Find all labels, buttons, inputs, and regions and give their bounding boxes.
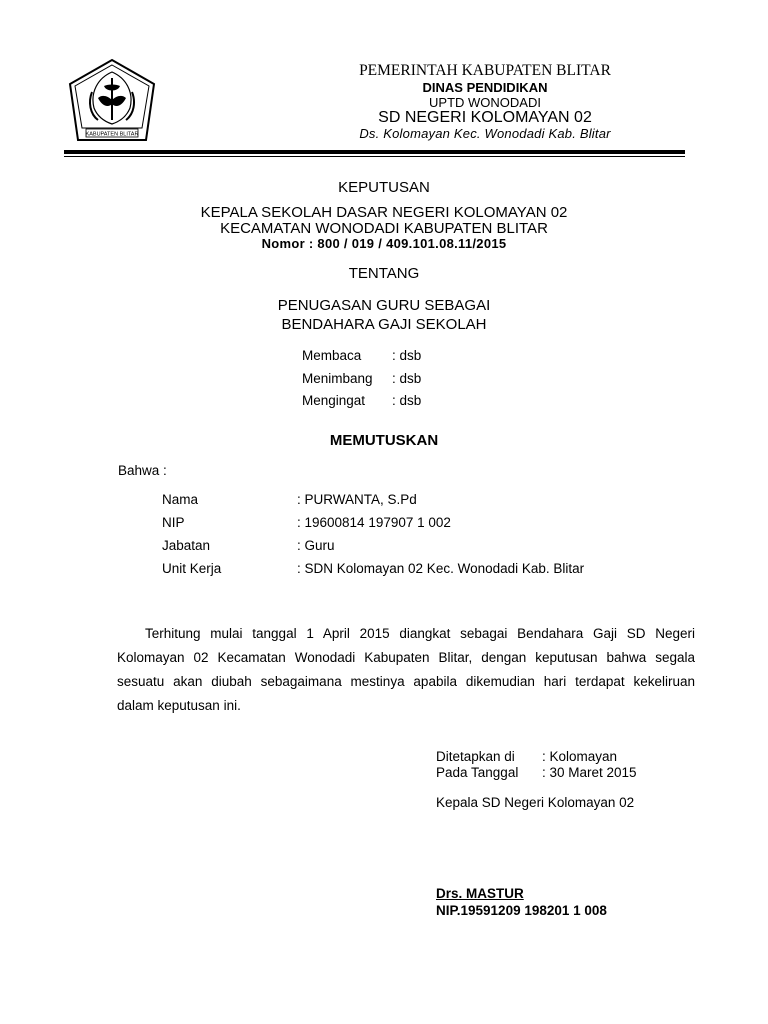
paragraph-line: sesuatu akan diubah sebagaimana mestinya apabila dikemudian hari terdapat kekeliruan: [117, 674, 695, 689]
consideration-value: : dsb: [392, 393, 422, 408]
identity-value: : Guru: [297, 538, 335, 553]
signature-place-value: : Kolomayan: [542, 749, 618, 764]
letterhead-unit: UPTD WONODADI: [429, 95, 541, 110]
consideration-label: Menimbang: [302, 371, 373, 386]
signatory-nip: NIP.19591209 198201 1 008: [436, 903, 607, 918]
signature-date-label: Pada Tanggal: [436, 765, 519, 780]
letterhead-department: DINAS PENDIDIKAN: [422, 80, 548, 95]
consideration-row: [302, 394, 421, 408]
identity-value: : 19600814 197907 1 002: [297, 515, 451, 530]
decree-about-label: TENTANG: [348, 265, 420, 282]
letterhead-divider-thin: [64, 156, 685, 157]
letterhead-government: PEMERINTAH KABUPATEN BLITAR: [359, 62, 611, 79]
signature-place-label: Ditetapkan di: [436, 749, 515, 764]
signature-date-value: : 30 Maret 2015: [542, 765, 637, 780]
decision-paragraph: [117, 622, 695, 718]
paragraph-line: dalam keputusan ini.: [117, 698, 241, 713]
identity-row: [162, 493, 417, 507]
signature-place: [436, 750, 617, 764]
identity-row: [162, 539, 335, 553]
logo-caption: KABUPATEN BLITAR: [85, 131, 139, 138]
consideration-row: [302, 349, 421, 363]
identity-row: [162, 516, 451, 530]
identity-value: : PURWANTA, S.Pd: [297, 492, 417, 507]
decree-title: KEPUTUSAN: [338, 179, 430, 196]
decree-issuer-line2: KECAMATAN WONODADI KABUPATEN BLITAR: [220, 220, 548, 237]
paragraph-line: Terhitung mulai tanggal 1 April 2015 diangkat sebagai Bendahara Gaji SD Negeri: [145, 626, 695, 641]
identity-label: Nama: [162, 492, 199, 507]
letterhead-address: Ds. Kolomayan Kec. Wonodadi Kab. Blitar: [359, 126, 611, 141]
consideration-label: Membaca: [302, 348, 362, 363]
decision-heading: MEMUTUSKAN: [329, 432, 439, 449]
decree-subject-line1: PENUGASAN GURU SEBAGAI: [277, 297, 491, 314]
identity-label: Unit Kerja: [162, 561, 222, 576]
letterhead-divider-thick: [64, 150, 685, 154]
signatory-name: Drs. MASTUR: [436, 886, 524, 901]
consideration-row: [302, 372, 421, 386]
paragraph-line: Kolomayan 02 Kecamatan Wonodadi Kabupaten Blitar, dengan keputusan bahwa segala: [117, 650, 695, 665]
consideration-label: Mengingat: [302, 393, 366, 408]
decree-subject-line2: BENDAHARA GAJI SEKOLAH: [281, 316, 487, 333]
consideration-value: : dsb: [392, 348, 422, 363]
decision-intro: Bahwa :: [118, 463, 167, 478]
decree-issuer-line1: KEPALA SEKOLAH DASAR NEGERI KOLOMAYAN 02: [200, 204, 568, 221]
signature-position: Kepala SD Negeri Kolomayan 02: [436, 795, 635, 810]
decree-number: Nomor : 800 / 019 / 409.101.08.11/2015: [261, 236, 507, 251]
identity-row: [162, 562, 584, 576]
signature-date: [436, 766, 637, 780]
consideration-value: : dsb: [392, 371, 422, 386]
regency-logo: [68, 58, 156, 142]
identity-label: NIP: [162, 515, 185, 530]
identity-label: Jabatan: [162, 538, 211, 553]
letterhead-school: SD NEGERI KOLOMAYAN 02: [378, 109, 592, 126]
identity-value: : SDN Kolomayan 02 Kec. Wonodadi Kab. Blitar: [297, 561, 585, 576]
